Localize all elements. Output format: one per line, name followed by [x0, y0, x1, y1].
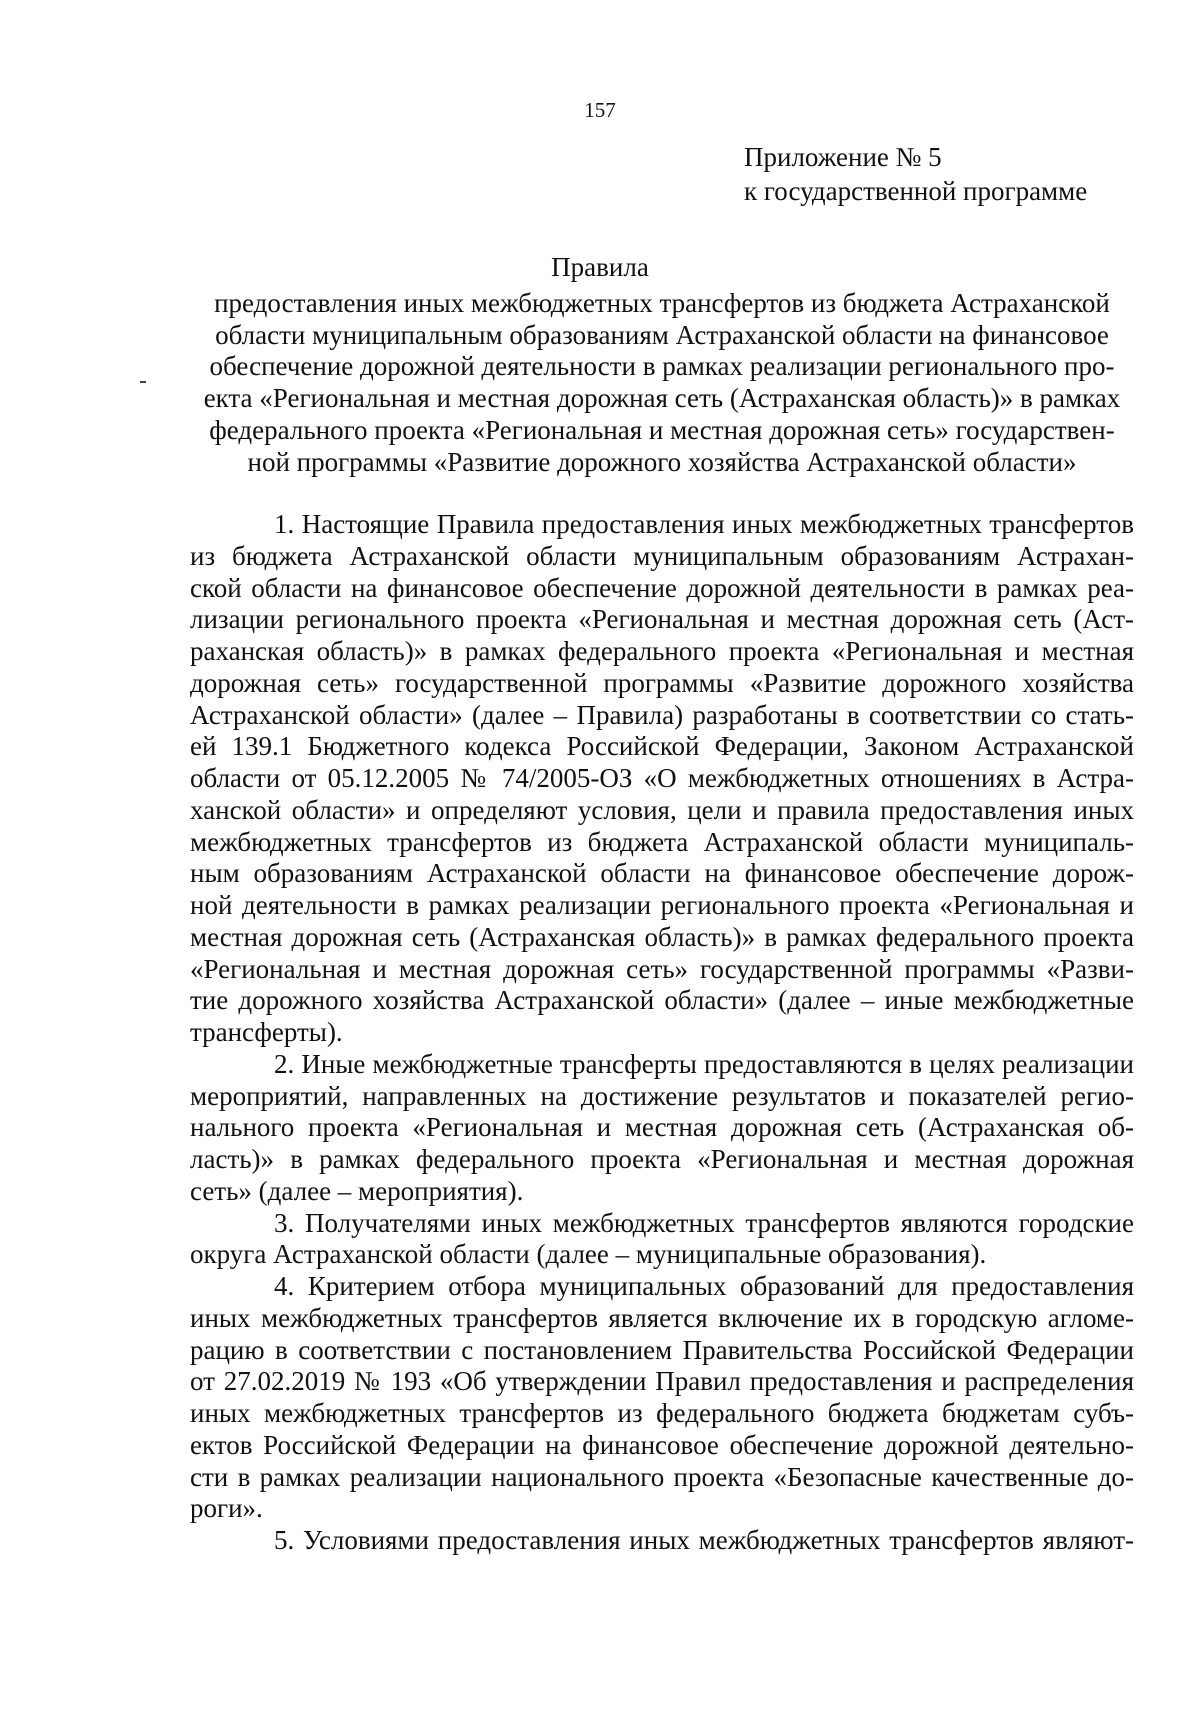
body-line: ей 139.1 Бюджетного кодекса Российской Федерации, Законом Астраханской: [190, 731, 1134, 762]
appendix-line: Приложение № 5: [744, 142, 942, 172]
body-line: нального проекта «Региональная и местная дорожная сеть (Астраханская об-: [190, 1112, 1134, 1143]
appendix-reference: [744, 140, 1087, 208]
body-line: 4. Критерием отбора муниципальных образований для предоставления: [274, 1271, 1134, 1301]
body-line: иных межбюджетных трансфертов является включение их в городскую агломе-: [190, 1302, 1134, 1333]
body-line: ласть)» в рамках федерального проекта «Региональная и местная дорожная: [190, 1144, 1134, 1174]
body-line: тие дорожного хозяйства Астраханской области» (далее – иные межбюджетные: [190, 985, 1134, 1016]
body-line: округа Астраханской области (далее – муниципальные образования).: [190, 1239, 987, 1270]
body-line: ханской области» и определяют условия, цели и правила предоставления иных: [190, 794, 1134, 825]
body-line: раханская область)» в рамках федерального проекта «Региональная и местная: [190, 636, 1134, 666]
body-line: дорожная сеть» государственной программы «Развитие дорожного хозяйства: [190, 667, 1134, 698]
body-line: «Региональная и местная дорожная сеть» государственной программы «Разви-: [190, 953, 1134, 984]
body-line: Астраханской области» (далее – Правила) разработаны в соответствии со стать-: [190, 699, 1134, 730]
document-body: [190, 509, 1134, 1557]
body-line: от 27.02.2019 № 193 «Об утверждении Правил предоставления и распределения: [190, 1366, 1134, 1397]
document-subtitle: [190, 288, 1134, 478]
body-line: мероприятий, направленных на достижение результатов и показателей регио-: [190, 1080, 1134, 1111]
body-line: сти в рамках реализации национального проекта «Безопасные качественные до-: [190, 1461, 1134, 1492]
body-line: ской области на финансовое обеспечение дорожной деятельности в рамках реа-: [190, 572, 1134, 603]
document-title: Правила: [551, 252, 649, 282]
body-line: местная дорожная сеть (Астраханская область)» в рамках федерального проекта: [190, 921, 1134, 952]
page-number: 157: [584, 98, 616, 122]
subtitle-line: области муниципальным образованиям Астраханской области на финансовое: [215, 319, 1109, 350]
body-line: ным образованиям Астраханской области на финансовое обеспечение дорож-: [190, 858, 1134, 889]
body-line: ной деятельности в рамках реализации регионального проекта «Региональная и: [190, 890, 1134, 920]
body-line: ектов Российской Федерации на финансовое обеспечение дорожной деятельно-: [190, 1429, 1134, 1460]
body-line: рацию в соответствии с постановлением Правительства Российской Федерации: [190, 1334, 1134, 1365]
body-line: иных межбюджетных трансфертов из федерального бюджета бюджетам субъ-: [190, 1398, 1134, 1428]
body-line: 2. Иные межбюджетные трансферты предоставляются в целях реализации: [274, 1048, 1134, 1079]
body-line: роги».: [190, 1493, 263, 1524]
body-line: межбюджетных трансфертов из бюджета Астраханской области муниципаль-: [190, 826, 1134, 857]
subtitle-line: предоставления иных межбюджетных трансфертов из бюджета Астраханской: [214, 288, 1110, 318]
subtitle-line: ной программы «Развитие дорожного хозяйства Астраханской области»: [247, 446, 1077, 477]
subtitle-line: обеспечение дорожной деятельности в рамках реализации регионального про-: [209, 351, 1115, 382]
body-line: трансферты).: [190, 1017, 343, 1047]
body-line: 3. Получателями иных межбюджетных трансфертов являются городские: [274, 1207, 1134, 1238]
body-line: из бюджета Астраханской области муниципальным образованиям Астрахан-: [190, 540, 1134, 571]
body-line: области от 05.12.2005 № 74/2005-ОЗ «О межбюджетных отношениях в Астра-: [190, 763, 1134, 793]
body-line: лизации регионального проекта «Региональная и местная дорожная сеть (Аст-: [190, 604, 1134, 635]
margin-mark: [140, 381, 146, 383]
subtitle-line: федерального проекта «Региональная и местная дорожная сеть» государствен-: [209, 414, 1115, 445]
appendix-line: к государственной программе: [744, 176, 1088, 206]
body-line: сеть» (далее – мероприятия).: [190, 1175, 524, 1206]
body-line: 1. Настоящие Правила предоставления иных межбюджетных трансфертов: [274, 509, 1134, 539]
subtitle-line: екта «Региональная и местная дорожная сеть (Астраханская область)» в рамках: [203, 383, 1121, 414]
body-line: 5. Условиями предоставления иных межбюджетных трансфертов являют-: [274, 1525, 1134, 1555]
